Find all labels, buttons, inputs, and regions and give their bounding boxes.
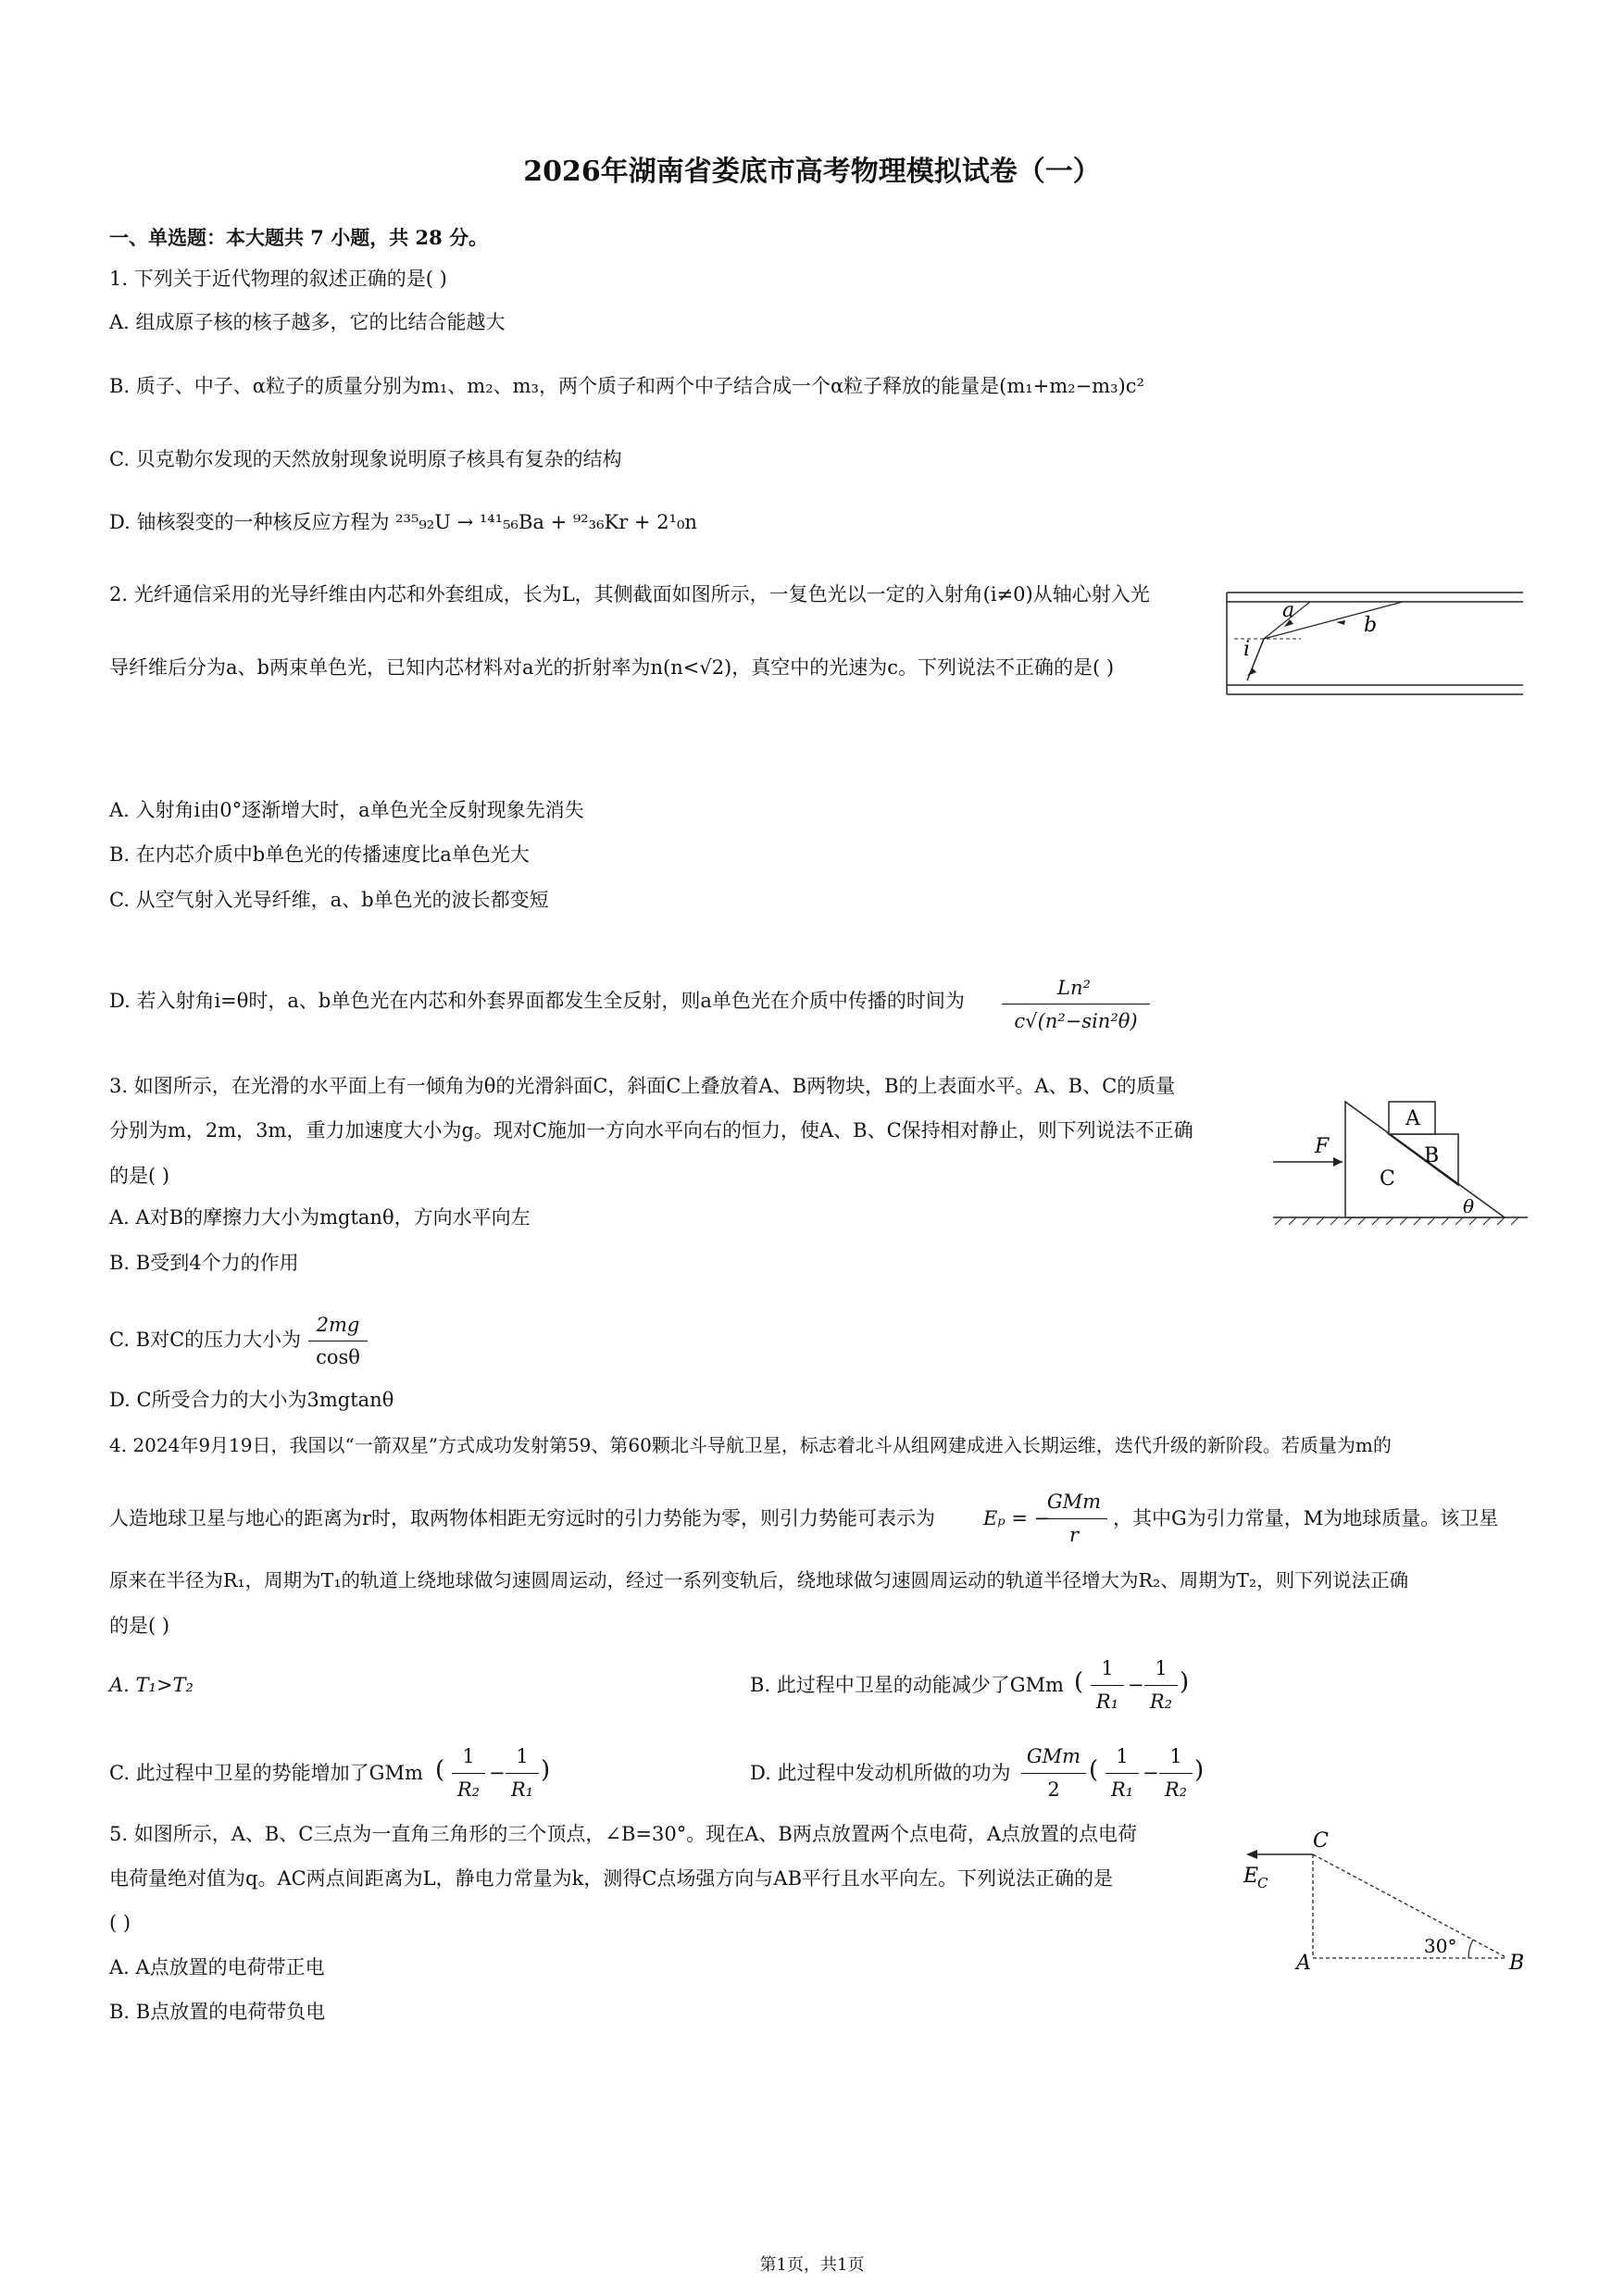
- q3-c-numerator: 2mg: [316, 1314, 360, 1336]
- q4-c-frac2-den: R₁: [510, 1778, 534, 1801]
- q3-option-a: A. A对B的摩擦力大小为mgtanθ，方向水平向左: [109, 1206, 531, 1229]
- q2-stem-line2: 导纤维后分为a、b两束单色光，已知内芯材料对a光的折射率为n(n<√2)，真空中的光速为c。下列说法不正确的是( ): [109, 656, 1115, 679]
- q2-option-d: D. 若入射角i=θ时，a、b单色光在内芯和外套界面都发生全反射，则a单色光在介质中传播的时间为: [109, 990, 965, 1012]
- q4-stem-line2b: ，其中G为引力常量，M为地球质量。该卫星: [1113, 1507, 1499, 1529]
- q3-stem-line2: 分别为m，2m，3m，重力加速度大小为g。现对C施加一方向水平向右的恒力，使A、B、C保持相对静止，则下列说法不正确: [109, 1119, 1193, 1142]
- q4-b-frac2-num: 1: [1155, 1657, 1168, 1679]
- paren-right: ): [1180, 1668, 1190, 1696]
- q1-stem: 1. 下列关于近代物理的叙述正确的是( ): [109, 268, 447, 290]
- q2-option-a: A. 入射角i由0°逐渐增大时，a单色光全反射现象先消失: [109, 799, 584, 821]
- q2-option-c: C. 从空气射入光导纤维，a、b单色光的波长都变短: [109, 889, 549, 911]
- ray-a-label: a: [1282, 599, 1295, 622]
- block-a-label: A: [1405, 1107, 1420, 1130]
- q5-option-b: B. B点放置的电荷带负电: [109, 2001, 326, 2023]
- q3-option-b: B. B受到4个力的作用: [109, 1252, 299, 1274]
- angle-30-label: 30°: [1424, 1935, 1457, 1957]
- q4-stem-line3: 原来在半径为R₁，周期为T₁的轨道上绕地球做匀速圆周运动，经过一系列变轨后，绕地球做匀速圆周运动的轨道半径增大为R₂、周期为T₂，则下列说法正确: [109, 1569, 1409, 1591]
- q3-stem-line3: 的是( ): [109, 1165, 170, 1187]
- q4-option-a: A. T₁>T₂: [109, 1674, 194, 1696]
- force-f-label: F: [1315, 1135, 1330, 1158]
- q1-option-b: B. 质子、中子、α粒子的质量分别为m₁、m₂、m₃，两个质子和两个中子结合成一个α粒子释放的能量是(m₁+m₂−m₃)c²: [109, 375, 1144, 397]
- angle-theta-label: θ: [1463, 1195, 1475, 1217]
- q5-stem-line3: ( ): [109, 1912, 131, 1934]
- block-b-label: B: [1424, 1144, 1440, 1167]
- fraction-bar: [1091, 1685, 1124, 1686]
- q4-d-frac2-den: R₂: [1164, 1778, 1188, 1801]
- q4-d-numerator: GMm: [1026, 1745, 1081, 1767]
- q4-stem-line1: 4. 2024年9月19日，我国以“一箭双星”方式成功发射第59、第60颗北斗导航卫星，标志着北斗从组网建成进入长期运维，迭代升级的新阶段。若质量为m的: [109, 1434, 1392, 1456]
- q5-stem-line1: 5. 如图所示，A、B、C三点为一直角三角形的三个顶点，∠B=30°。现在A、B两点放置两个点电荷，A点放置的点电荷: [109, 1823, 1137, 1845]
- q4-c-frac2-num: 1: [516, 1745, 529, 1767]
- q4-option-b: B. 此过程中卫星的动能减少了GMm: [750, 1674, 1064, 1696]
- optical-fiber-figure: [1227, 583, 1532, 704]
- paren-right: ): [541, 1756, 551, 1784]
- q4-b-frac1-num: 1: [1101, 1657, 1114, 1679]
- q4-option-d: D. 此过程中发动机所做的功为: [750, 1762, 1011, 1784]
- q4-c-frac1-den: R₂: [456, 1778, 481, 1801]
- ray-b-label: b: [1364, 614, 1378, 637]
- q4-stem-line4: 的是( ): [109, 1615, 170, 1637]
- minus-sign: −: [1143, 1762, 1159, 1784]
- paren-right: ): [1194, 1756, 1205, 1784]
- incline-blocks-figure: [1273, 1083, 1537, 1231]
- q3-option-c: C. B对C的压力大小为: [109, 1329, 302, 1351]
- minus-sign: −: [1128, 1674, 1144, 1696]
- field-ec-label: E: [1243, 1865, 1259, 1888]
- page-footer: 第1页，共1页: [759, 2255, 865, 2275]
- q4-ep-numerator: GMm: [1046, 1491, 1102, 1513]
- q2-d-denominator: c√(n²−sin²θ): [1014, 1010, 1138, 1032]
- fraction-bar: [1144, 1685, 1178, 1686]
- q4-d-frac1-num: 1: [1116, 1745, 1129, 1767]
- triangle-field-figure: [1239, 1828, 1535, 1977]
- q4-d-frac2-num: 1: [1169, 1745, 1182, 1767]
- fraction-bar: [1021, 1773, 1086, 1774]
- fraction-bar: [1041, 1518, 1107, 1519]
- field-ec-subscript: C: [1257, 1875, 1268, 1891]
- q4-ep-symbol: Eₚ = −: [983, 1507, 1051, 1529]
- fraction-bar: [1159, 1773, 1193, 1774]
- block-c-label: C: [1380, 1167, 1395, 1191]
- q5-stem-line2: 电荷量绝对值为q。AC两点间距离为L，静电力常量为k，测得C点场强方向与AB平行且水平向左。下列说法正确的是: [109, 1867, 1114, 1890]
- q4-stem-line2a: 人造地球卫星与地心的距离为r时，取两物体相距无穷远时的引力势能为零，则引力势能可表示为: [109, 1507, 936, 1529]
- q2-option-b: B. 在内芯介质中b单色光的传播速度比a单色光大: [109, 843, 530, 866]
- point-c-label: C: [1313, 1829, 1329, 1853]
- q4-d-frac1-den: R₁: [1110, 1778, 1134, 1801]
- fraction-bar: [506, 1773, 539, 1774]
- fraction-bar: [452, 1773, 485, 1774]
- q3-c-denominator: cosθ: [316, 1346, 360, 1368]
- q2-d-numerator: Ln²: [1057, 977, 1091, 999]
- q4-b-frac1-den: R₁: [1095, 1691, 1119, 1713]
- paren-left: (: [435, 1756, 445, 1784]
- q4-ep-denominator: r: [1068, 1524, 1080, 1546]
- minus-sign: −: [489, 1762, 506, 1784]
- page-title: 2026年湖南省娄底市高考物理模拟试卷（一）: [523, 156, 1101, 188]
- q1-option-c: C. 贝克勒尔发现的天然放射现象说明原子核具有复杂的结构: [109, 448, 622, 470]
- q1-option-d: D. 铀核裂变的一种核反应方程为 ²³⁵₉₂U → ¹⁴¹₅₆Ba + ⁹²₃₆Kr + 2¹₀n: [109, 511, 697, 533]
- q4-d-denominator: 2: [1047, 1778, 1060, 1801]
- paren-left: (: [1074, 1668, 1084, 1696]
- q3-stem-line1: 3. 如图所示，在光滑的水平面上有一倾角为θ的光滑斜面C，斜面C上叠放着A、B两物块，B的上表面水平。A、B、C的质量: [109, 1075, 1176, 1097]
- q2-stem-line1: 2. 光纤通信采用的光导纤维由内芯和外套组成，长为L，其侧截面如图所示，一复色光以一定的入射角(i≠0)从轴心射入光: [109, 583, 1150, 605]
- q4-option-c: C. 此过程中卫星的势能增加了GMm: [109, 1762, 423, 1784]
- section-heading: 一、单选题：本大题共 7 小题，共 28 分。: [109, 226, 489, 249]
- q4-c-frac1-num: 1: [462, 1745, 475, 1767]
- fraction-bar: [1106, 1773, 1139, 1774]
- point-b-label: B: [1509, 1952, 1525, 1975]
- q4-b-frac2-den: R₂: [1149, 1691, 1173, 1713]
- q5-option-a: A. A点放置的电荷带正电: [109, 1956, 325, 1978]
- paren-left: (: [1089, 1756, 1099, 1784]
- incident-angle-label: i: [1243, 638, 1251, 661]
- q1-option-a: A. 组成原子核的核子越多，它的比结合能越大: [109, 311, 506, 333]
- q3-option-d: D. C所受合力的大小为3mgtanθ: [109, 1389, 394, 1411]
- point-a-label: A: [1296, 1952, 1311, 1975]
